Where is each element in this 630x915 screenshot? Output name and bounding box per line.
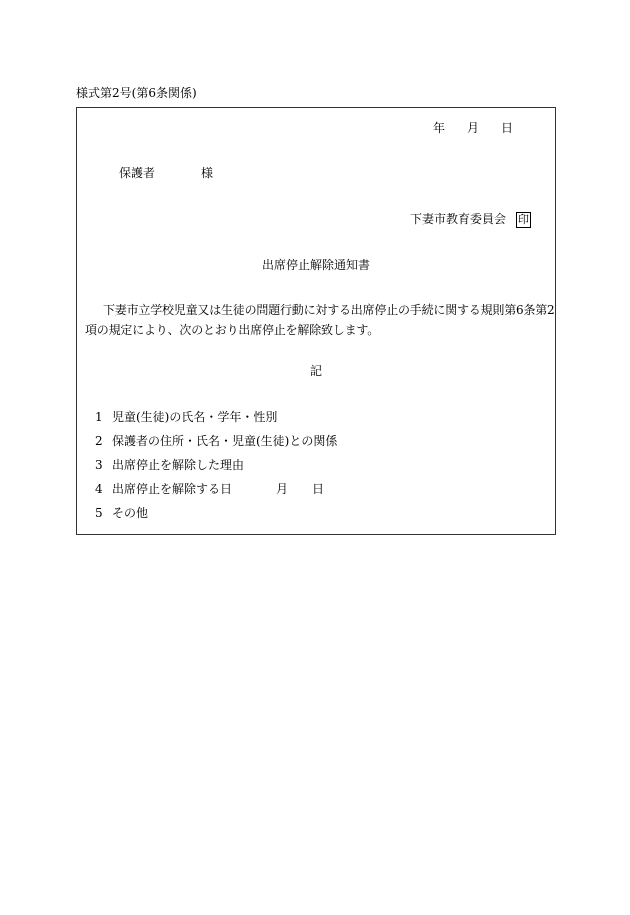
- list-item: [95, 504, 337, 528]
- sender-name: 下妻市教育委員会: [410, 212, 507, 226]
- list-item: [95, 480, 337, 504]
- item-text: 出席停止を解除する日: [112, 482, 233, 496]
- item-text: 児童(生徒)の氏名・学年・性別: [112, 410, 278, 424]
- item-number: 4: [95, 482, 103, 496]
- item-number: 5: [95, 506, 103, 520]
- body-paragraph: 下妻市立学校児童又は生徒の問題行動に対する出席停止の手続に関する規則第6条第2項の規定により、次のとおり出席停止を解除致します。: [85, 303, 555, 337]
- addressee-honorific: 様: [201, 166, 214, 180]
- item-day-label: 日: [312, 482, 325, 496]
- form-number-label: 様式第2号(第6条関係): [76, 86, 197, 100]
- item-number: 1: [95, 410, 103, 424]
- sender-line: [410, 210, 531, 228]
- addressee-line: [119, 164, 213, 181]
- item-text: 保護者の住所・氏名・児童(生徒)との関係: [112, 434, 338, 448]
- item-number: 3: [95, 458, 103, 472]
- item-month-label: 月: [276, 482, 289, 496]
- document-title: 出席停止解除通知書: [261, 258, 370, 272]
- date-line: [433, 119, 513, 136]
- item-text: その他: [112, 506, 149, 520]
- item-number: 2: [95, 434, 103, 448]
- notice-frame: [76, 107, 556, 535]
- date-day-label: 日: [501, 121, 514, 135]
- list-item: [95, 456, 337, 480]
- addressee-label: 保護者: [119, 166, 156, 180]
- items-list: [95, 408, 337, 528]
- ki-heading: 記: [309, 364, 322, 378]
- list-item: [95, 432, 337, 456]
- list-item: [95, 408, 337, 432]
- date-month-label: 月: [467, 121, 480, 135]
- seal-mark: 印: [518, 213, 530, 226]
- item-text: 出席停止を解除した理由: [112, 458, 245, 472]
- date-year-label: 年: [433, 121, 446, 135]
